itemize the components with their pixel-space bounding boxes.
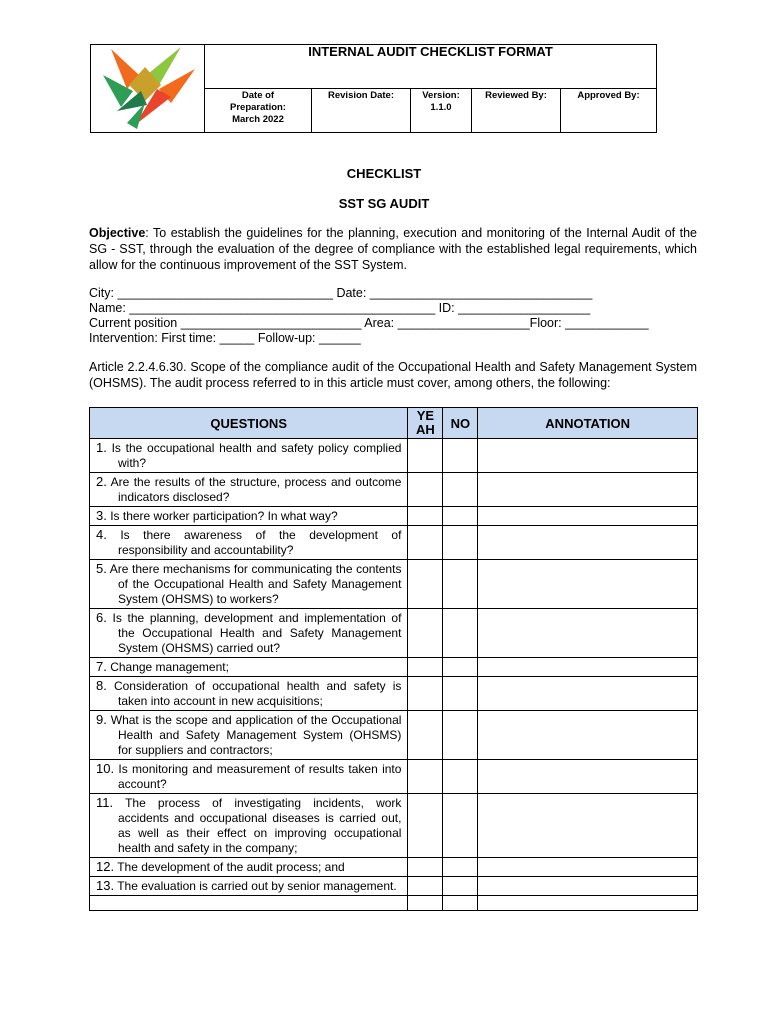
approved-by-cell [561, 89, 656, 132]
no-answer-cell[interactable] [443, 896, 478, 911]
yes-answer-cell[interactable] [408, 711, 443, 760]
yes-answer-cell[interactable] [408, 658, 443, 677]
form-line-intervention: Intervention: First time: _____ Follow-up: ______ [89, 331, 361, 345]
no-answer-cell[interactable] [443, 658, 478, 677]
annotation-cell[interactable] [478, 877, 698, 896]
approved-by-label: Approved By: [577, 90, 640, 101]
document-title: INTERNAL AUDIT CHECKLIST FORMAT [205, 45, 656, 89]
question-number: 6. [96, 610, 107, 625]
table-row [90, 439, 698, 473]
table-row-empty [90, 896, 698, 911]
question-cell [90, 526, 408, 560]
version-label: Version: [422, 90, 460, 101]
logo-cell [91, 45, 205, 132]
table-row [90, 507, 698, 526]
audit-heading: SST SG AUDIT [338, 196, 430, 211]
reviewed-by-label: Reviewed By: [485, 90, 547, 101]
company-logo-icon [97, 45, 197, 131]
annotation-cell[interactable] [478, 609, 698, 658]
date-of-preparation-value: March 2022 [232, 114, 284, 125]
annotation-cell[interactable] [478, 677, 698, 711]
question-number: 7. [96, 659, 107, 674]
question-number: 8. [96, 678, 107, 693]
table-row [90, 760, 698, 794]
yes-answer-cell[interactable] [408, 526, 443, 560]
document-header [90, 44, 657, 133]
table-row [90, 677, 698, 711]
question-cell [90, 473, 408, 507]
annotation-cell[interactable] [478, 658, 698, 677]
question-cell [90, 877, 408, 896]
audit-questions-table [89, 407, 698, 911]
no-answer-cell[interactable] [443, 439, 478, 473]
no-answer-cell[interactable] [443, 609, 478, 658]
question-text: Are the results of the structure, process and outcome indicators disclosed? [110, 475, 402, 504]
question-number: 3. [96, 508, 107, 523]
no-answer-cell[interactable] [443, 858, 478, 877]
objective-label: Objective [89, 226, 146, 240]
question-text: Is the occupational health and safety policy complied with? [111, 441, 402, 470]
revision-date-cell [312, 89, 411, 132]
no-answer-cell[interactable] [443, 794, 478, 858]
objective-paragraph [89, 225, 697, 273]
no-answer-cell[interactable] [443, 507, 478, 526]
yes-answer-cell[interactable] [408, 560, 443, 609]
yes-header: YE AH [408, 408, 443, 439]
question-cell [90, 760, 408, 794]
question-cell [90, 711, 408, 760]
question-number: 13. [96, 878, 115, 893]
yes-answer-cell[interactable] [408, 439, 443, 473]
annotation-cell[interactable] [478, 858, 698, 877]
version-value: 1.1.0 [430, 102, 452, 113]
table-row [90, 526, 698, 560]
question-number: 10. [96, 761, 115, 776]
question-text: Change management; [110, 660, 229, 674]
question-text: Is there awareness of the development of responsibility and accountability? [118, 528, 402, 557]
question-number: 2. [96, 474, 107, 489]
question-cell [90, 560, 408, 609]
annotation-cell[interactable] [478, 794, 698, 858]
question-text: Are there mechanisms for communicating the contents of the Occupational Health and Safety Management System (OHSMS) to workers? [109, 562, 402, 606]
no-answer-cell[interactable] [443, 677, 478, 711]
yes-answer-cell[interactable] [408, 896, 443, 911]
version-cell [411, 89, 472, 132]
annotation-header: ANNOTATION [478, 408, 698, 439]
form-line-name-id: Name: ____________________________________________ ID: ___________________ [89, 301, 591, 315]
yes-answer-cell[interactable] [408, 877, 443, 896]
question-text: Is the planning, development and implementation of the Occupational Health and Safety Management System (OHSMS) carried out? [112, 611, 402, 655]
form-line-city-date: City: _______________________________ Date: ________________________________ [89, 286, 593, 300]
yes-answer-cell[interactable] [408, 609, 443, 658]
no-answer-cell[interactable] [443, 877, 478, 896]
table-header-row [90, 408, 698, 439]
table-row [90, 609, 698, 658]
annotation-cell[interactable] [478, 760, 698, 794]
question-text: The evaluation is carried out by senior management. [117, 879, 397, 893]
reviewed-by-cell [472, 89, 561, 132]
table-row [90, 794, 698, 858]
form-line-position-area-floor: Current position __________________________ Area: ___________________Floor: ____________ [89, 316, 649, 330]
table-row [90, 711, 698, 760]
annotation-cell[interactable] [478, 507, 698, 526]
article-paragraph: Article 2.2.4.6.30. Scope of the compliance audit of the Occupational Health and Safety Management System (OHSMS). The audit process referred to in this article must cover, among others, the following: [89, 360, 697, 390]
yes-answer-cell[interactable] [408, 760, 443, 794]
question-number: 1. [96, 440, 107, 455]
yes-answer-cell[interactable] [408, 794, 443, 858]
question-cell [90, 507, 408, 526]
annotation-cell[interactable] [478, 711, 698, 760]
question-cell [90, 439, 408, 473]
table-row [90, 560, 698, 609]
question-text: Is there worker participation? In what way? [110, 509, 338, 523]
revision-date-label: Revision Date: [328, 90, 394, 101]
date-of-preparation-cell [205, 89, 312, 132]
question-text: Is monitoring and measurement of results taken into account? [118, 762, 402, 791]
yes-answer-cell[interactable] [408, 507, 443, 526]
yes-answer-cell[interactable] [408, 677, 443, 711]
questions-header: QUESTIONS [90, 408, 408, 439]
annotation-cell[interactable] [478, 896, 698, 911]
no-answer-cell[interactable] [443, 560, 478, 609]
question-number: 5. [96, 561, 107, 576]
no-header: NO [443, 408, 478, 439]
no-answer-cell[interactable] [443, 526, 478, 560]
table-row [90, 473, 698, 507]
question-cell [90, 609, 408, 658]
question-text: The development of the audit process; and [117, 860, 345, 874]
checklist-heading: CHECKLIST [346, 166, 422, 181]
question-number: 9. [96, 712, 107, 727]
no-answer-cell[interactable] [443, 760, 478, 794]
table-row [90, 858, 698, 877]
objective-text: : To establish the guidelines for the planning, execution and monitoring of the Internal Audit of the SG - SST, through the evaluation of the degree of compliance with the established legal requirements, which allow for the continuous improvement of the SST System. [89, 226, 697, 272]
question-text: What is the scope and application of the Occupational Health and Safety Management System (OHSMS) for suppliers and contractors; [110, 713, 402, 757]
question-number: 4. [96, 527, 107, 542]
annotation-cell[interactable] [478, 473, 698, 507]
question-cell [90, 794, 408, 858]
no-answer-cell[interactable] [443, 711, 478, 760]
annotation-cell[interactable] [478, 439, 698, 473]
annotation-cell[interactable] [478, 560, 698, 609]
yes-answer-cell[interactable] [408, 858, 443, 877]
question-number: 11. [96, 795, 114, 810]
table-row [90, 877, 698, 896]
date-of-preparation-label: Date of Preparation: [230, 90, 286, 113]
question-cell [90, 658, 408, 677]
question-cell [90, 896, 408, 911]
question-number: 12. [96, 859, 115, 874]
yes-answer-cell[interactable] [408, 473, 443, 507]
question-cell [90, 677, 408, 711]
annotation-cell[interactable] [478, 526, 698, 560]
table-row [90, 658, 698, 677]
question-cell [90, 858, 408, 877]
question-text: The process of investigating incidents, work accidents and occupational diseases is carried out, as well as their effect on improving occupational health and safety in the company; [118, 796, 402, 855]
no-answer-cell[interactable] [443, 473, 478, 507]
question-text: Consideration of occupational health and safety is taken into account in new acquisitions; [113, 679, 402, 708]
